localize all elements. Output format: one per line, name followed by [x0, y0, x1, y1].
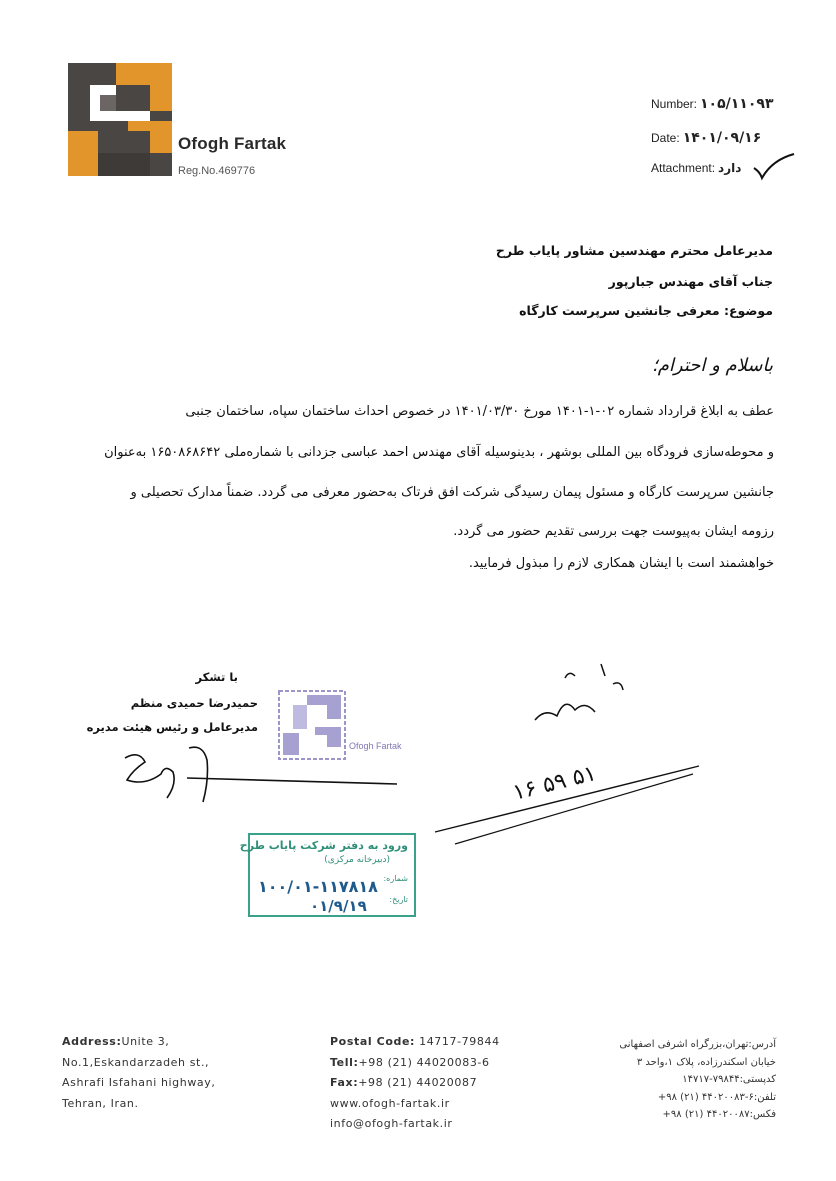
- tel-value: +98 (21) 44020083-6: [358, 1055, 490, 1069]
- reception-stamp: [239, 833, 416, 917]
- letter-attachment: [651, 161, 741, 175]
- postal-code-value: 14717-79844: [415, 1035, 500, 1048]
- salutation: باسلام و احترام؛: [652, 355, 773, 376]
- signatory-position: مدیرعامل و رئیس هیئت مدیره: [86, 720, 258, 734]
- svg-text:۱۶ ۵۹ ۵۱: ۱۶ ۵۹ ۵۱: [510, 761, 599, 806]
- letter-number-value: ۱۰۵/۱۱۰۹۳: [700, 96, 774, 112]
- letter-date-value: ۱۴۰۱/۰۹/۱۶: [682, 130, 762, 146]
- letter-attachment-label: Attachment:: [651, 161, 716, 175]
- signatory-name: حمیدرضا حمیدی منظم: [130, 696, 258, 710]
- body-paragraph-line: جانشین سرپرست کارگاه و مسئول پیمان رسیدگی شرکت افق فرتاک به‌حضور معرفی می گردد. ضمناً مدارک تحصیلی و: [130, 485, 774, 500]
- company-seal-text: Ofogh Fartak: [349, 741, 402, 751]
- reception-number-label: شماره:: [383, 874, 408, 883]
- body-paragraph-line: عطف به ابلاغ قرارداد شماره ۰۲-۱-۱۴۰۱ مورخ ۱۴۰۱/۰۳/۳۰ در خصوص احداث ساختمان سپاه، ساختمان جنبی: [185, 404, 774, 419]
- letter-date: [651, 130, 761, 146]
- address-line: Tehran, Iran.: [62, 1096, 139, 1110]
- letter-attachment-value: دارد: [718, 161, 742, 175]
- handwritten-note-icon: [505, 660, 675, 810]
- recipient-name: جناب آقای مهندس جبارپور: [608, 274, 773, 289]
- fa-fax-line: فکس:۴۴۰۲۰۰۸۷ (۲۱) ۹۸+: [662, 1109, 776, 1120]
- registration-number: Reg.No.469776: [178, 165, 256, 177]
- address-line: Ashrafi Isfahani highway,: [62, 1076, 216, 1089]
- postal-code-label: Postal Code:: [330, 1035, 416, 1048]
- fa-address-line: آدرس:تهران،بزرگراه اشرفی اصفهانی: [619, 1039, 776, 1050]
- email-link[interactable]: info@ofogh-fartak.ir: [330, 1117, 453, 1130]
- body-paragraph-line: و محوطه‌سازی فرودگاه بین المللی بوشهر ، بدینوسیله آقای مهندس احمد عباسی جزدانی با شماره‌ملی ۱۶۵۰۸۶۸۶۴۲ به‌عنوان: [104, 445, 774, 460]
- fax-label: Fax:: [330, 1076, 359, 1089]
- footer-address-fa: [619, 1036, 776, 1124]
- letter-date-label: Date:: [651, 131, 680, 145]
- signature-thanks: با تشکر: [195, 670, 238, 684]
- letter-number-label: Number:: [651, 97, 698, 111]
- address-line: Unite 3,: [121, 1035, 170, 1048]
- company-logo-icon: [68, 63, 172, 176]
- fa-tel-line: تلفن:۶-۴۴۰۲۰۰۸۳ (۲۱) ۹۸+: [657, 1091, 776, 1103]
- reception-date-value: ۰۱/۹/۱۹: [310, 897, 367, 915]
- closing-request: خواهشمند است با ایشان همکاری لازم را مبذول فرمایید.: [468, 556, 774, 571]
- checkmark-icon: [748, 150, 796, 182]
- body-paragraph-line: رزومه ایشان به‌پیوست جهت بررسی تقدیم حضور می گردد.: [453, 524, 774, 539]
- recipient-title: مدیرعامل محترم مهندسین مشاور پایاب طرح: [495, 243, 773, 258]
- reception-stamp-subtitle: (دبیرخانه مرکزی): [324, 855, 390, 865]
- fa-postal-line: کدپستی:۷۹۸۴۴-۱۴۷۱۷: [682, 1074, 776, 1085]
- reception-stamp-title: ورود به دفتر شرکت پایاب طرح: [239, 839, 408, 852]
- website-link[interactable]: www.ofogh-fartak.ir: [330, 1096, 450, 1110]
- footer-address-en: [62, 1032, 215, 1114]
- company-name: Ofogh Fartak: [178, 134, 287, 153]
- footer-contact: [330, 1032, 500, 1135]
- fa-address-line: خیابان اسکندرزاده، پلاک ۱،واحد ۳: [636, 1056, 776, 1068]
- address-line: No.1,Eskandarzadeh st.,: [62, 1055, 210, 1069]
- reception-number-value: ۱۰۰/۰۱-۱۱۷۸۱۸: [258, 877, 378, 896]
- address-label: Address:: [62, 1035, 122, 1048]
- tel-label: Tell:: [330, 1055, 359, 1069]
- letter-number: [651, 96, 774, 112]
- letter-subject: موضوع: معرفی جانشین سرپرست کارگاه: [519, 303, 773, 318]
- reception-date-label: تاریخ:: [389, 895, 408, 904]
- fax-value: +98 (21) 44020087: [358, 1076, 478, 1089]
